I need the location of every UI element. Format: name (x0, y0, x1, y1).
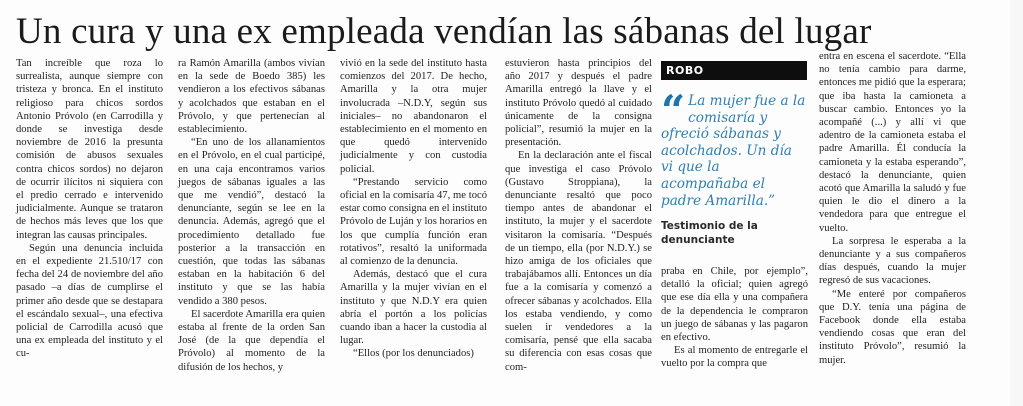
paragraph: “Me enteré por compañeros que D.Y. tenía una página de Facebook donde ella estaba vendiendo cosas que eran del instituto Próvolo”, resumió la mujer. (819, 288, 966, 366)
section-kicker: ROBO (661, 61, 807, 80)
paragraph: En la declaración ante el fiscal que investiga el caso Próvolo (Gustavo Stroppiana), la denunciante resaltó que poco tiempo antes de abandonar el instituto, la mujer y el sacerdote visitaron la comisaría. “Después de un tiempo, ella (por N.D.Y.) se hizo amiga de los oficiales que trabajábamos allí. Entonces un día fue a la comisaría y comenzó a ofrecer sábanas y acolchados. Ella los estaba vendiendo, y como suelen ir vendedores a la comisaría, pensé que ella sacaba su diferencia con esas cosas que com- (505, 150, 652, 373)
paragraph: Tan increíble que roza lo surrealista, aunque siempre con tristeza y bronca. En el instituto religioso para chicos sordos Antonio Próvolo (en Carrodilla y donde se investiga desde noviembre de 2016 la presunta comisión de abusos sexuales contra chicos sordos) no dejaron de ocurrir ilícitos ni siquiera con el predio cerrado e intervenido judicialmente. Aunque se trataron de hechos más leves que los que integran las causas principales. (16, 58, 163, 241)
paragraph: “En uno de los allanamientos en el Próvolo, en el cual participé, en una caja encontramos varios juegos de sábanas iguales a las que me vendió”, destacó la denunciante, según se lee en la denuncia. Además, agregó que el procedimiento detallado fue posterior a la transacción en cuestión, que todas las sábanas estaban en la habitación 6 del instituto y que se las había vendido a 380 pesos. (178, 137, 325, 307)
page-edge (1010, 0, 1023, 406)
pull-quote-text: La mujer fue a la comisaría y ofreció sábanas y acolchados. Un día vi que la acompañaba el padre Amarilla.” (661, 93, 806, 209)
article-column-3 (340, 57, 487, 361)
pull-quote-box (661, 61, 807, 247)
article-column-4 (505, 57, 652, 374)
article-column-2 (178, 57, 325, 374)
quote-source: Testimonio de la denunciante (661, 220, 758, 247)
paragraph: El sacerdote Amarilla era quien estaba al frente de la orden San José (de la que dependía el Próvolo) al momento de la difusión de los hechos, y (178, 308, 325, 373)
article-column-5 (661, 265, 808, 371)
pull-quote (661, 86, 807, 209)
paragraph: “Ellos (por los denunciados) (353, 348, 474, 360)
paragraph: Según una denuncia incluida en el expediente 21.510/17 con fecha del 24 de noviembre del año pasado –a días de cumplirse el primer año desde que se destapara el escándalo sexual–, una efectiva policial de Carrodilla acusó que una ex empleada del instituto y el cu- (16, 242, 163, 360)
paragraph: estuvieron hasta principios del año 2017 y después el padre Amarilla entregó la llave y el instituto Próvolo quedó al cuidado únicamente de la consigna policial”, resumió la mujer en la presentación. (505, 58, 652, 149)
paragraph: Además, destacó que el cura Amarilla y la mujer vivían en el instituto y que N.D.Y era quien abría el portón a los policías cuando iban a hacer la custodia al lugar. (340, 269, 487, 347)
paragraph: Es al momento de entregarle el vuelto por la compra que (661, 345, 808, 370)
paragraph: praba en Chile, por ejemplo”, detalló la oficial; quien agregó que ese día ella y una compañera de la dependencia le compraron un juego de sábanas y las pagaron en efectivo. (661, 266, 808, 344)
paragraph: La sorpresa le esperaba a la denunciante y a sus compañeros días después, cuando la mujer regresó de sus vacaciones. (819, 235, 966, 287)
article-column-1 (16, 57, 163, 361)
paragraph: entra en escena el sacerdote. “Ella no tenía cambio para darme, entonces me pidió que la esperara; que iba hasta la camioneta a buscar cambio. Entonces yo la acompañé (...) y allí vi que adentro de la camioneta estaba el padre Amarilla. Él conducía la camioneta y la estaba esperando”, destacó la denunciante, quien acotó que Amarilla la saludó y fue quien le dio el dinero a la vendedora para que entregue el vuelto. (819, 51, 966, 234)
article-headline: Un cura y una ex empleada vendían las sábanas del lugar (16, 11, 872, 52)
paragraph: vivió en la sede del instituto hasta comienzos del 2017. De hecho, Amarilla y la otra mujer involucrada –N.D.Y, según sus iniciales– no abandonaron el establecimiento en el momento en que quedó intervenido judicialmente y con custodia policial. (340, 58, 487, 175)
paragraph: “Prestando servicio como oficial en la comisaría 47, me tocó estar como consigna en el instituto Próvolo de Luján y los horarios en los que cumplía función eran rotativos”, resaltó la uniformada al comienzo de la denuncia. (340, 176, 487, 268)
paragraph: ra Ramón Amarilla (ambos vivían en la sede de Boedo 385) les vendieron a los efectivos sábanas y acolchados que estaban en el Próvolo, y que pertenecían al establecimiento. (178, 58, 325, 136)
quote-mark-icon: “ (661, 86, 686, 135)
article-column-6 (819, 50, 966, 367)
